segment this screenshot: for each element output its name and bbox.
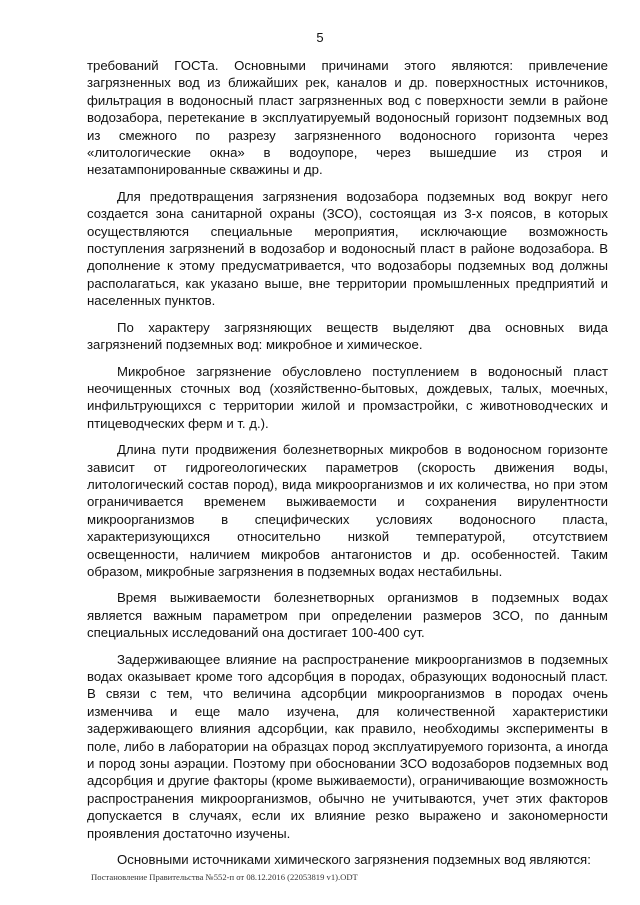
paragraph: Время выживаемости болезнетворных организмов в подземных водах является важным параметром при определении размеров ЗСО, по данным специальных исследований она достигает 100-400 сут. [87, 590, 608, 641]
paragraph: По характеру загрязняющих веществ выделяют два основных вида загрязнений подземных вод: микробное и химическое. [87, 319, 608, 353]
paragraph: Микробное загрязнение обусловлено поступлением в водоносный пласт неочищенных сточных вод (хозяйственно-бытовых, дождевых, талых, моечных, инфильтрующихся с территории жилой и промзастройки, с животноводческих и птицеводческих ферм и т. д.). [87, 363, 608, 431]
paragraph: Задерживающее влияние на распространение микроорганизмов в подземных водах оказывает кроме того адсорбция в породах, образующих водоносный пласт. В связи с тем, что величина адсорбции микроорганизмов в породах очень изменчива и еще мало изучена, для количественной характеристики задерживающего влияния адсорбции, как правило, необходимы эксперименты в поле, либо в лаборатории на образцах пород эксплуатируемого горизонта, а иногда и пород зоны аэрации. Поэтому при обосновании ЗСО водозаборов подземных вод адсорбция и другие факторы (кроме выживаемости), ограничивающие возможность распространения микроорганизмов, обычно не учитываются, учет этих факторов допускается в случаях, если их влияние резко выражено и закономерности проявления достаточно изучены. [87, 651, 608, 841]
paragraph: Длина пути продвижения болезнетворных микробов в водоносном горизонте зависит от гидрогеологических параметров (скорость движения воды, литологический состав пород), вида микроорганизмов и их количества, но при этом ограничивается временем выживаемости и сохранения вирулентности микроорганизмов в специфических условиях водоносного пласта, характеризующихся относительно низкой температурой, отсутствием освещенности, наличием микробов антагонистов и др. особенностей. Таким образом, микробные загрязнения в подземных водах нестабильны. [87, 442, 608, 579]
paragraph: Для предотвращения загрязнения водозабора подземных вод вокруг него создается зона санитарной охраны (ЗСО), состоящая из 3-х поясов, в которых осуществляются специальные мероприятия, исключающие возможность поступления загрязнений в водозабор и водоносный пласт в районе водозабора. В дополнение к этому предусматривается, что водозаборы подземных вод должны располагаться, как указано выше, вне территории промышленных предприятий и населенных пунктов. [87, 188, 608, 309]
document-footer: Постановление Правительства №552-п от 08.12.2016 (22053819 v1).ODT [91, 872, 358, 882]
page-number: 5 [316, 30, 324, 45]
paragraph: требований ГОСТа. Основными причинами этого являются: привлечение загрязненных вод из ближайших рек, каналов и др. поверхностных источников, фильтрация в водоносный пласт загрязненных вод с поверхности земли в районе водозабора, перетекание в эксплуатируемый водоносный горизонт подземных вод из смежного по разрезу загрязненного водоносного горизонта через «литологические окна» в водоупоре, через вышедшие из строя и незатампонированные скважины и др. [87, 58, 608, 178]
document-body [87, 57, 608, 877]
paragraph: Основными источниками химического загрязнения подземных вод являются: [117, 852, 591, 868]
